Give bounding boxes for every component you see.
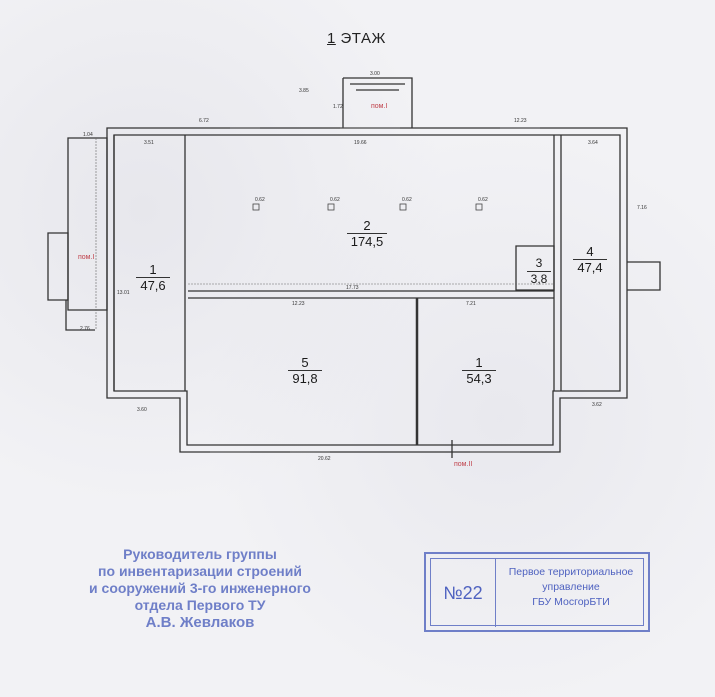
floor-title-text: ЭТАЖ [335,30,386,47]
room-number: 1 [149,262,157,277]
floor-number: 1 [327,30,336,47]
room-area: 54,3 [462,370,496,386]
room-5-label [288,355,322,386]
dimension-label: 7.16 [637,205,647,211]
dimension-label: 0.62 [478,197,488,203]
dimension-label: 13.01 [117,290,130,296]
porch-left-steps [48,233,68,300]
dimension-label: 3.51 [144,140,154,146]
dimension-label: 3.64 [588,140,598,146]
signature-block [60,546,340,631]
stamp-number: №22 [431,559,496,627]
stamp-line: ГБУ МосгорБТИ [532,596,610,608]
dimension-label: 12.23 [292,301,305,307]
dimension-label: 0.62 [402,197,412,203]
room-area: 47,6 [136,277,170,293]
dimension-label: 3.85 [299,88,309,94]
porch-left [68,138,107,310]
dimension-label: 0.62 [330,197,340,203]
dimension-label: 7.21 [466,301,476,307]
stamp-line: Первое территориальное [508,566,634,578]
wall-room4 [554,135,561,391]
stamp-text [497,565,645,610]
signature-line: Руководитель группы [123,546,277,562]
entrance-label: пом.II [454,461,473,468]
room-area: 47,4 [573,259,607,275]
stamp-inner [430,558,644,626]
room-1b-label [462,355,496,386]
room-2-label [347,218,387,249]
dimension-label: 3.00 [370,71,380,77]
signature-line: по инвентаризации строений [98,563,302,579]
dimension-label: 6.72 [199,118,209,124]
dimension-label: 0.62 [255,197,265,203]
porch-right [627,262,660,290]
signature-line: отдела Первого ТУ [134,597,266,613]
signature-name: А.В. Жевлаков [145,614,255,631]
signature-line: и сооружений 3-го инженерного [89,580,311,596]
entrance-label: пом.I [371,103,388,110]
entrance-label: пом.I [78,254,95,261]
stamp-line: управление [542,581,600,593]
wall-room2-bottom [188,291,554,298]
room-number: 1 [475,355,483,370]
room-number: 3 [535,256,543,270]
room-area: 3,8 [527,271,551,287]
dimension-label: 20.62 [318,456,331,462]
room-number: 5 [301,355,309,370]
room-1-label [136,262,170,293]
room-area: 91,8 [288,370,322,386]
room-4-label [573,244,607,275]
room-area: 174,5 [347,233,387,249]
room-number: 4 [586,244,594,259]
room-number: 2 [363,218,371,233]
dimension-label: 3.60 [137,407,147,413]
dimension-label: 2.76 [80,326,90,332]
dimension-label: 1.72 [333,104,343,110]
dimension-label: 19.66 [354,140,367,146]
dimension-label: 1.04 [83,132,93,138]
dimension-label: 12.23 [514,118,527,124]
bti-stamp [424,552,650,632]
room-3-label [527,256,551,287]
dimension-label: 17.73 [346,285,359,291]
dimension-label: 3.62 [592,402,602,408]
